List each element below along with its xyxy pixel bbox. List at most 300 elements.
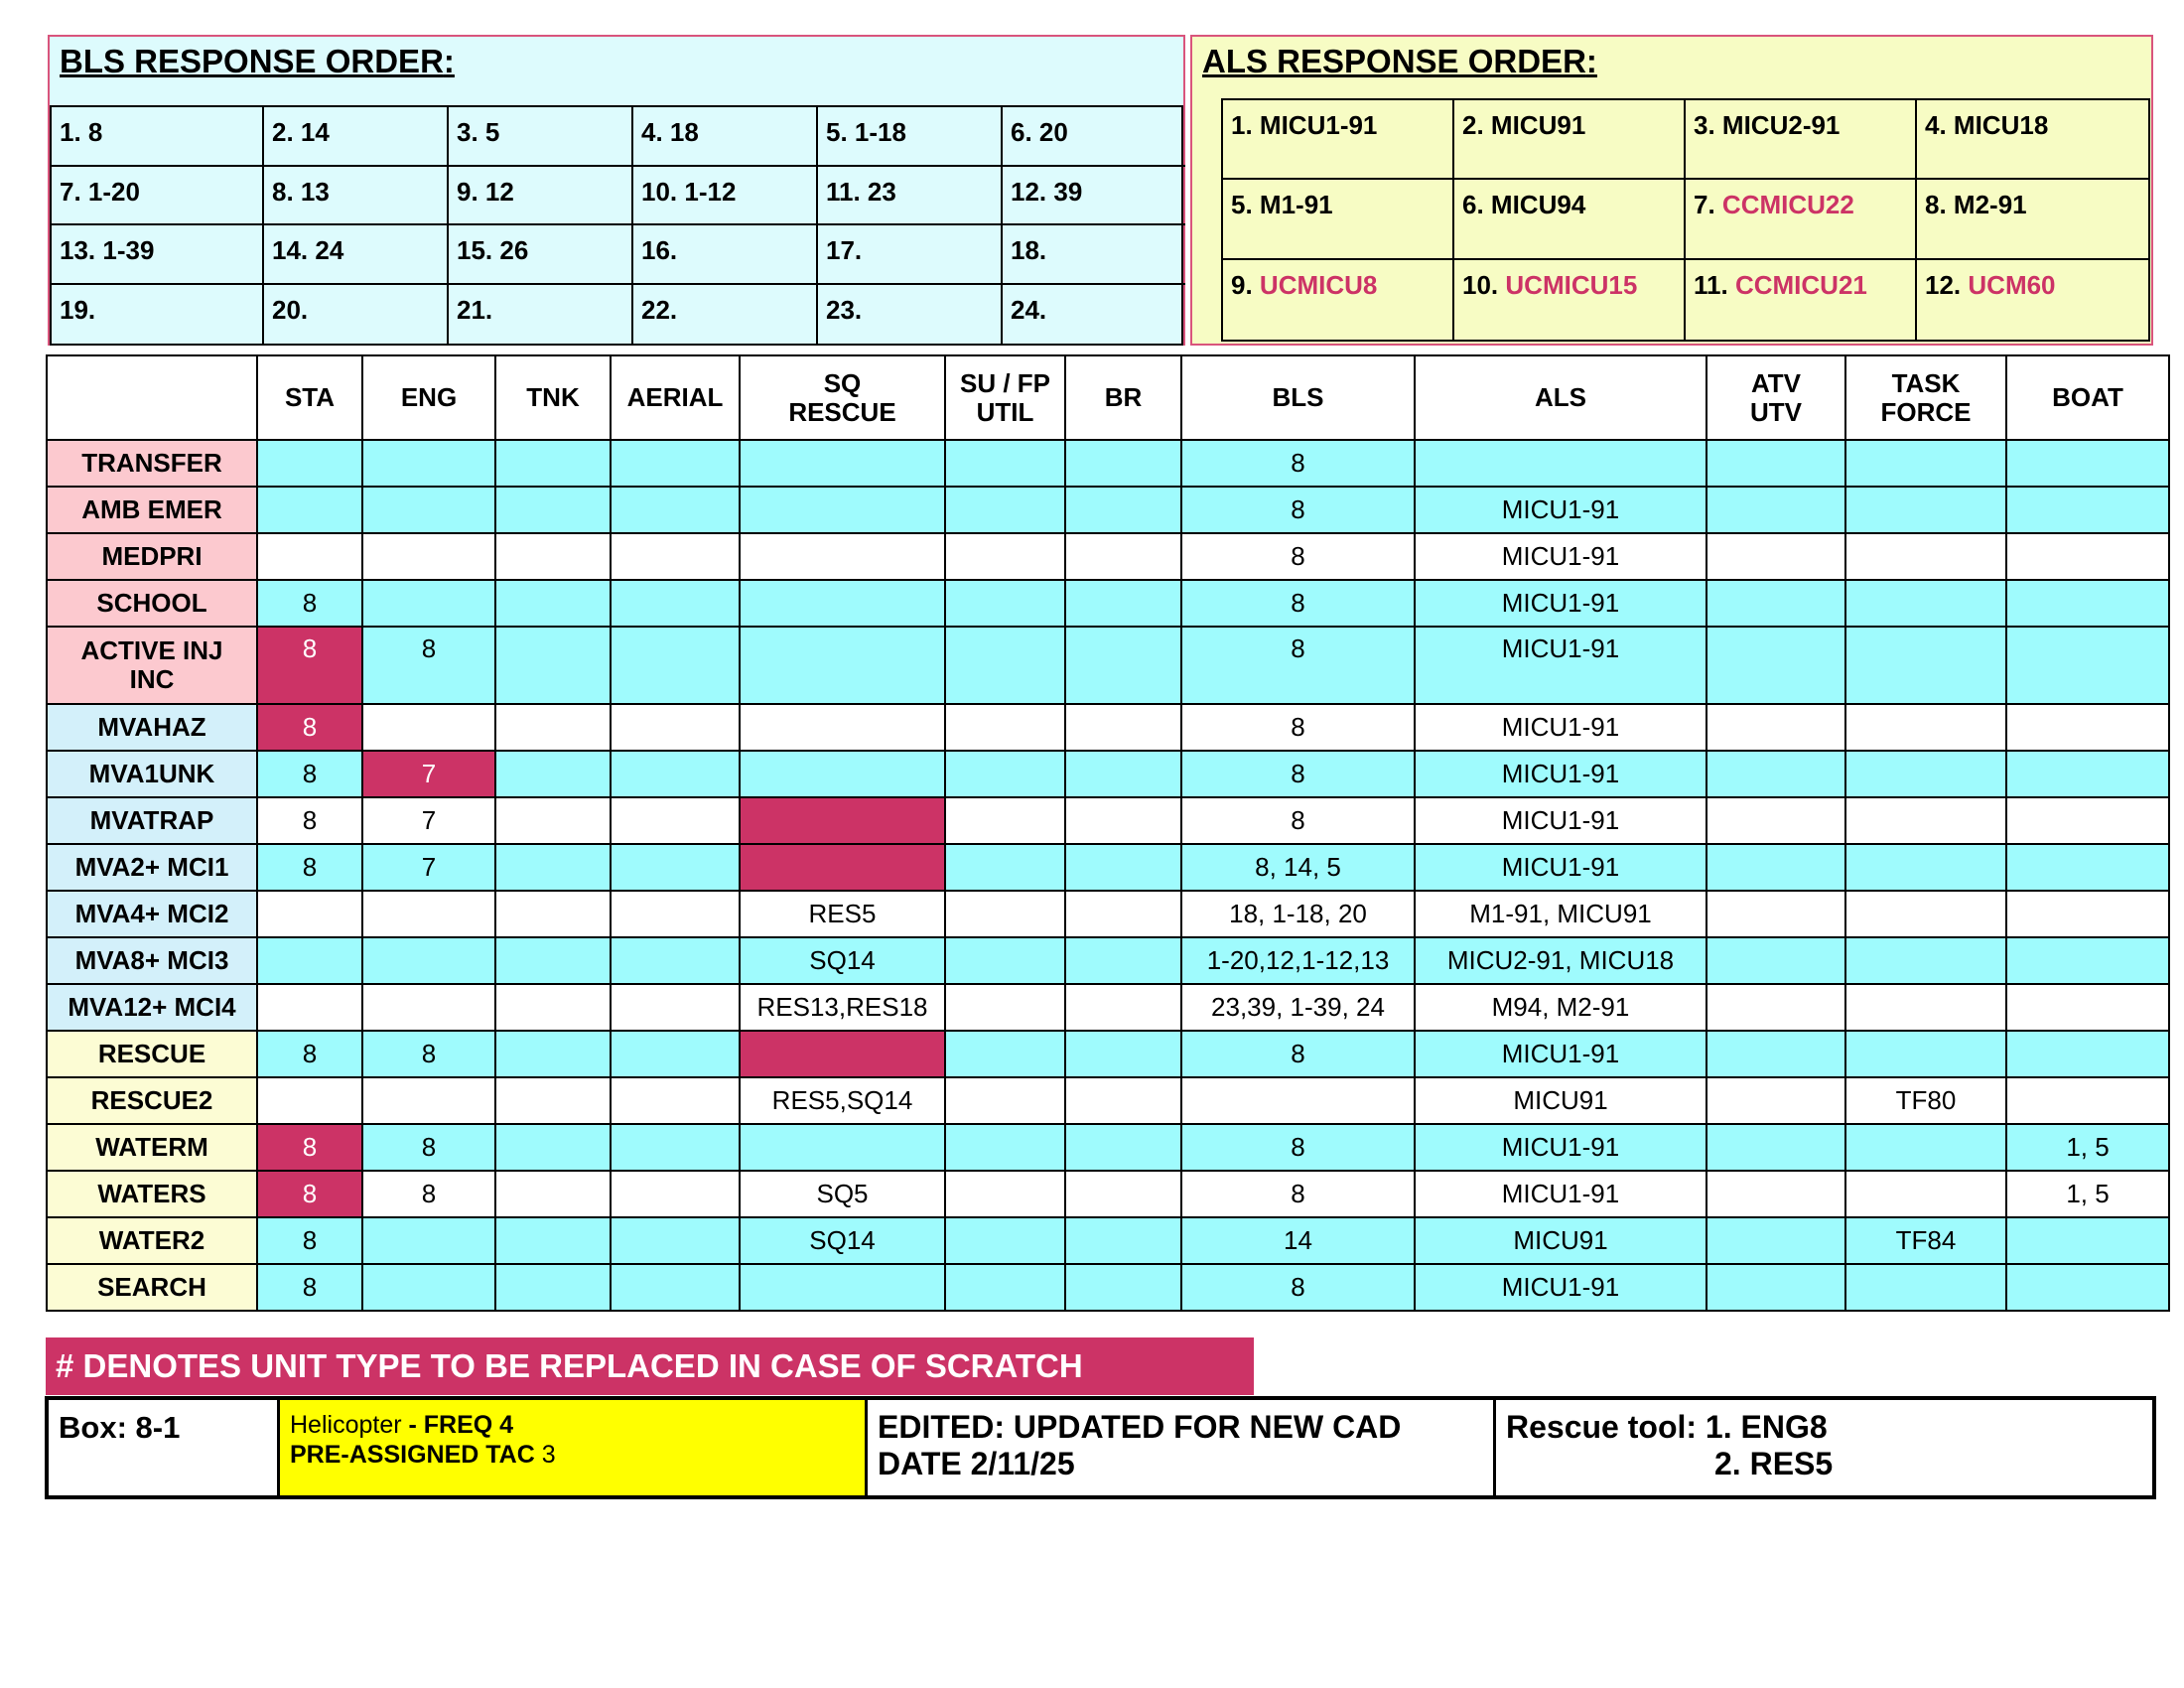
table-cell (1706, 1124, 1845, 1171)
table-cell: 8 (257, 580, 362, 627)
table-cell (611, 1171, 740, 1217)
table-cell: 8 (1181, 440, 1415, 487)
table-cell (945, 1217, 1065, 1264)
als-order-number: 9. (1231, 269, 1253, 300)
table-cell: 1-20,12,1-12,13 (1181, 937, 1415, 984)
table-cell (1706, 937, 1845, 984)
als-order-grid (1221, 98, 2150, 342)
table-cell (495, 440, 611, 487)
table-cell: MICU1-91 (1415, 580, 1706, 627)
table-cell (1706, 627, 1845, 704)
als-order-cell (1223, 180, 1454, 259)
bls-order-cell: 20. (264, 285, 449, 345)
table-cell: 8, 14, 5 (1181, 844, 1415, 891)
table-cell (362, 1077, 495, 1124)
table-cell (2006, 487, 2169, 533)
table-cell: RES5 (740, 891, 945, 937)
table-cell (1065, 937, 1181, 984)
als-order-number: 1. (1231, 110, 1253, 140)
row-label: MVA12+ MCI4 (47, 984, 257, 1031)
table-cell (1065, 704, 1181, 751)
table-cell: M94, M2-91 (1415, 984, 1706, 1031)
table-cell (257, 891, 362, 937)
table-cell (740, 487, 945, 533)
table-cell (495, 487, 611, 533)
table-cell: 8 (362, 1124, 495, 1171)
bls-order-cell: 16. (633, 225, 818, 285)
table-cell: 8 (257, 704, 362, 751)
table-cell (1181, 1077, 1415, 1124)
table-cell: SQ14 (740, 937, 945, 984)
table-cell (740, 704, 945, 751)
als-order-unit: M1-91 (1259, 190, 1333, 220)
table-row (47, 580, 2169, 627)
table-cell (495, 797, 611, 844)
table-cell (1706, 1171, 1845, 1217)
column-header: BLS (1181, 355, 1415, 440)
table-cell (1065, 487, 1181, 533)
als-order-cell (1917, 100, 2148, 180)
table-cell (1845, 704, 2006, 751)
table-cell (945, 984, 1065, 1031)
table-cell: 14 (1181, 1217, 1415, 1264)
table-cell: 8 (257, 1124, 362, 1171)
bls-order-cell: 10. 1-12 (633, 167, 818, 226)
table-cell (1065, 627, 1181, 704)
table-cell (1845, 937, 2006, 984)
table-cell (611, 797, 740, 844)
table-row (47, 984, 2169, 1031)
als-order-cell (1917, 260, 2148, 340)
table-cell (362, 1217, 495, 1264)
table-cell (611, 1264, 740, 1311)
table-cell (945, 1077, 1065, 1124)
table-cell (257, 533, 362, 580)
table-cell: 8 (1181, 1264, 1415, 1311)
bls-order-cell: 23. (818, 285, 1003, 345)
row-label: RESCUE (47, 1031, 257, 1077)
row-label: WATERM (47, 1124, 257, 1171)
tac-label: PRE-ASSIGNED TAC (290, 1441, 542, 1469)
table-cell (945, 627, 1065, 704)
table-cell (1065, 1031, 1181, 1077)
als-order-cell (1686, 180, 1917, 259)
table-cell: MICU1-91 (1415, 533, 1706, 580)
bls-order-cell: 3. 5 (449, 107, 633, 167)
rescue-tool-line-1: Rescue tool: 1. ENG8 (1506, 1409, 1828, 1445)
table-cell: 8 (257, 751, 362, 797)
table-row (47, 1264, 2169, 1311)
table-cell: 8 (257, 844, 362, 891)
table-row (47, 1171, 2169, 1217)
table-cell (611, 1217, 740, 1264)
table-cell: SQ5 (740, 1171, 945, 1217)
table-cell: MICU1-91 (1415, 797, 1706, 844)
table-cell (1706, 891, 1845, 937)
table-cell (1706, 797, 1845, 844)
table-cell (495, 1077, 611, 1124)
row-label: RESCUE2 (47, 1077, 257, 1124)
als-order-cell (1917, 180, 2148, 259)
row-label: AMB EMER (47, 487, 257, 533)
als-order-unit: MICU94 (1490, 190, 1586, 220)
table-cell (1845, 844, 2006, 891)
table-cell (945, 844, 1065, 891)
table-cell (945, 751, 1065, 797)
table-cell (2006, 984, 2169, 1031)
bls-title: BLS RESPONSE ORDER: (60, 43, 455, 79)
table-cell: MICU91 (1415, 1077, 1706, 1124)
table-cell (495, 1031, 611, 1077)
table-cell: 8 (257, 1264, 362, 1311)
bls-order-cell: 13. 1-39 (52, 225, 264, 285)
bls-order-cell: 6. 20 (1003, 107, 1185, 167)
als-order-cell (1686, 100, 1917, 180)
table-cell (1706, 1264, 1845, 1311)
table-cell: 7 (362, 751, 495, 797)
table-cell (362, 533, 495, 580)
table-cell (611, 891, 740, 937)
row-label: MVATRAP (47, 797, 257, 844)
table-cell (1706, 440, 1845, 487)
table-cell: 8 (362, 1171, 495, 1217)
table-cell (1845, 627, 2006, 704)
table-cell (495, 751, 611, 797)
table-row (47, 1217, 2169, 1264)
bls-order-cell: 17. (818, 225, 1003, 285)
table-cell: MICU1-91 (1415, 1031, 1706, 1077)
table-cell (611, 984, 740, 1031)
table-cell: RES13,RES18 (740, 984, 945, 1031)
table-cell (945, 580, 1065, 627)
helicopter-label: Helicopter (290, 1411, 402, 1439)
table-row (47, 440, 2169, 487)
column-header: BOAT (2006, 355, 2169, 440)
column-header: SQ RESCUE (740, 355, 945, 440)
table-cell (945, 704, 1065, 751)
scratch-note-bar: # DENOTES UNIT TYPE TO BE REPLACED IN CASE OF SCRATCH (46, 1337, 1254, 1395)
als-order-unit: UCM60 (1968, 269, 2056, 300)
table-cell: MICU1-91 (1415, 751, 1706, 797)
rescue-tool-note (1496, 1400, 2152, 1495)
table-cell (495, 1171, 611, 1217)
table-cell (945, 1031, 1065, 1077)
table-row (47, 1031, 2169, 1077)
table-cell (1845, 533, 2006, 580)
table-row (47, 1077, 2169, 1124)
row-label: MVA2+ MCI1 (47, 844, 257, 891)
row-label: MEDPRI (47, 533, 257, 580)
row-label: MVA4+ MCI2 (47, 891, 257, 937)
als-order-cell (1454, 100, 1686, 180)
table-row (47, 751, 2169, 797)
bls-order-cell: 12. 39 (1003, 167, 1185, 226)
edited-date: DATE 2/11/25 (878, 1446, 1075, 1481)
als-order-unit: MICU2-91 (1721, 110, 1841, 140)
table-cell (740, 1031, 945, 1077)
table-cell: MICU1-91 (1415, 1264, 1706, 1311)
table-cell: 8 (1181, 487, 1415, 533)
table-cell (2006, 627, 2169, 704)
table-cell (495, 533, 611, 580)
table-cell (611, 1031, 740, 1077)
table-cell (945, 440, 1065, 487)
table-cell (1065, 533, 1181, 580)
table-cell (1065, 1264, 1181, 1311)
table-cell (2006, 533, 2169, 580)
table-cell: SQ14 (740, 1217, 945, 1264)
table-cell (740, 1264, 945, 1311)
table-cell: 8 (1181, 1031, 1415, 1077)
table-cell: MICU91 (1415, 1217, 1706, 1264)
bls-order-cell: 11. 23 (818, 167, 1003, 226)
table-cell (740, 627, 945, 704)
table-cell (740, 1124, 945, 1171)
table-cell: 8 (1181, 627, 1415, 704)
table-cell (257, 984, 362, 1031)
table-cell (611, 704, 740, 751)
table-cell: 8 (362, 1031, 495, 1077)
bls-order-cell: 18. (1003, 225, 1185, 285)
table-cell (257, 1077, 362, 1124)
als-order-unit: CCMICU22 (1721, 190, 1854, 220)
row-label: WATER2 (47, 1217, 257, 1264)
column-header: TNK (495, 355, 611, 440)
als-order-unit: MICU1-91 (1259, 110, 1378, 140)
table-cell (1845, 1264, 2006, 1311)
table-cell (1845, 797, 2006, 844)
table-cell (611, 1124, 740, 1171)
als-order-unit: M2-91 (1953, 190, 2027, 220)
table-cell (495, 1264, 611, 1311)
als-order-number: 11. (1694, 269, 1728, 300)
table-cell (1065, 440, 1181, 487)
table-cell (1706, 1031, 1845, 1077)
row-label: MVA1UNK (47, 751, 257, 797)
table-cell: 8 (362, 627, 495, 704)
table-cell (1706, 487, 1845, 533)
als-order-number: 3. (1694, 110, 1715, 140)
table-cell (362, 487, 495, 533)
table-cell (1845, 487, 2006, 533)
row-label: MVAHAZ (47, 704, 257, 751)
table-cell: MICU1-91 (1415, 704, 1706, 751)
table-cell (1706, 984, 1845, 1031)
als-order-number: 6. (1462, 190, 1484, 220)
table-cell (1065, 797, 1181, 844)
bls-order-grid (50, 105, 1183, 346)
table-cell: RES5,SQ14 (740, 1077, 945, 1124)
table-cell: 8 (1181, 580, 1415, 627)
table-cell: 8 (1181, 1124, 1415, 1171)
table-cell (2006, 751, 2169, 797)
row-label: TRANSFER (47, 440, 257, 487)
table-cell (1065, 580, 1181, 627)
table-cell (611, 751, 740, 797)
table-cell (2006, 844, 2169, 891)
bls-order-cell: 8. 13 (264, 167, 449, 226)
table-cell (495, 580, 611, 627)
table-cell (1065, 984, 1181, 1031)
row-label: ACTIVE INJ INC (47, 627, 257, 704)
bls-order-cell: 2. 14 (264, 107, 449, 167)
table-cell (1415, 440, 1706, 487)
table-cell (1706, 704, 1845, 751)
bls-order-cell: 1. 8 (52, 107, 264, 167)
table-cell (945, 487, 1065, 533)
als-order-number: 2. (1462, 110, 1484, 140)
table-cell: 23,39, 1-39, 24 (1181, 984, 1415, 1031)
table-cell (1706, 533, 1845, 580)
table-cell: MICU2-91, MICU18 (1415, 937, 1706, 984)
table-cell (2006, 1077, 2169, 1124)
als-order-cell (1223, 100, 1454, 180)
table-cell (2006, 704, 2169, 751)
table-cell (945, 533, 1065, 580)
table-cell: 8 (257, 1171, 362, 1217)
table-cell: 8 (1181, 1171, 1415, 1217)
table-cell: 8 (1181, 751, 1415, 797)
footer-info-box (45, 1396, 2156, 1499)
table-cell (945, 1264, 1065, 1311)
row-label: WATERS (47, 1171, 257, 1217)
table-cell: 1, 5 (2006, 1124, 2169, 1171)
helicopter-info (280, 1400, 868, 1495)
table-cell (495, 627, 611, 704)
bls-order-cell: 4. 18 (633, 107, 818, 167)
table-cell (740, 797, 945, 844)
als-order-cell (1454, 180, 1686, 259)
table-cell (740, 440, 945, 487)
als-order-unit: MICU18 (1953, 110, 2049, 140)
column-header: ENG (362, 355, 495, 440)
table-cell (945, 1171, 1065, 1217)
table-cell (1065, 1217, 1181, 1264)
table-cell (2006, 580, 2169, 627)
table-cell (945, 797, 1065, 844)
table-header-row (47, 355, 2169, 440)
table-cell (1706, 751, 1845, 797)
table-cell (740, 844, 945, 891)
als-order-cell (1454, 260, 1686, 340)
table-cell (1065, 891, 1181, 937)
table-row (47, 533, 2169, 580)
als-order-unit: CCMICU21 (1734, 269, 1867, 300)
table-cell: 18, 1-18, 20 (1181, 891, 1415, 937)
table-cell (1065, 751, 1181, 797)
table-cell (1845, 1171, 2006, 1217)
table-cell (740, 751, 945, 797)
edited-line: EDITED: UPDATED FOR NEW CAD (878, 1409, 1402, 1445)
als-title: ALS RESPONSE ORDER: (1202, 43, 1597, 79)
table-row (47, 1124, 2169, 1171)
edited-note (868, 1400, 1496, 1495)
als-response-order-panel (1190, 35, 2153, 346)
table-cell (362, 704, 495, 751)
table-cell: MICU1-91 (1415, 844, 1706, 891)
table-cell (1065, 1124, 1181, 1171)
column-header: BR (1065, 355, 1181, 440)
als-order-number: 8. (1925, 190, 1947, 220)
table-cell (611, 580, 740, 627)
table-cell: 8 (1181, 797, 1415, 844)
table-cell: TF80 (1845, 1077, 2006, 1124)
table-cell: M1-91, MICU91 (1415, 891, 1706, 937)
table-row (47, 937, 2169, 984)
table-cell (611, 627, 740, 704)
table-cell (1706, 844, 1845, 891)
table-row (47, 627, 2169, 704)
als-order-unit: UCMICU8 (1259, 269, 1378, 300)
column-header: SU / FP UTIL (945, 355, 1065, 440)
table-cell (945, 891, 1065, 937)
table-cell (740, 533, 945, 580)
table-cell (611, 533, 740, 580)
table-row (47, 891, 2169, 937)
table-cell (945, 937, 1065, 984)
table-cell: 8 (257, 1031, 362, 1077)
table-cell (1706, 1217, 1845, 1264)
table-cell (2006, 937, 2169, 984)
table-cell (1065, 1077, 1181, 1124)
column-header: ATV UTV (1706, 355, 1845, 440)
als-order-number: 5. (1231, 190, 1253, 220)
als-order-number: 10. (1462, 269, 1499, 300)
table-cell (611, 487, 740, 533)
bls-order-cell: 9. 12 (449, 167, 633, 226)
table-row (47, 487, 2169, 533)
table-cell (495, 1217, 611, 1264)
table-cell (362, 984, 495, 1031)
table-cell (1845, 1124, 2006, 1171)
table-cell (1065, 844, 1181, 891)
column-header: ALS (1415, 355, 1706, 440)
response-assignment-table (46, 354, 2170, 1312)
bls-order-cell: 15. 26 (449, 225, 633, 285)
als-order-unit: UCMICU15 (1505, 269, 1638, 300)
table-cell: 8 (257, 797, 362, 844)
als-order-number: 7. (1694, 190, 1715, 220)
table-row (47, 844, 2169, 891)
table-cell (1845, 1031, 2006, 1077)
row-label: MVA8+ MCI3 (47, 937, 257, 984)
rescue-tool-line-2: 2. RES5 (1714, 1446, 1834, 1481)
table-cell: 1, 5 (2006, 1171, 2169, 1217)
table-cell: 7 (362, 844, 495, 891)
table-cell (611, 440, 740, 487)
table-cell (495, 984, 611, 1031)
bls-order-cell: 21. (449, 285, 633, 345)
table-cell (1706, 580, 1845, 627)
column-header (47, 355, 257, 440)
als-order-number: 12. (1925, 269, 1962, 300)
table-cell (1845, 580, 2006, 627)
table-cell (362, 580, 495, 627)
table-cell (1706, 1077, 1845, 1124)
table-cell (1845, 984, 2006, 1031)
table-cell (1065, 1171, 1181, 1217)
bls-order-cell: 24. (1011, 294, 1047, 325)
table-cell (362, 937, 495, 984)
bls-order-cell: 14. 24 (264, 225, 449, 285)
table-cell (945, 1124, 1065, 1171)
als-order-cell (1686, 260, 1917, 340)
table-cell: 7 (362, 797, 495, 844)
table-cell (740, 580, 945, 627)
table-cell (257, 937, 362, 984)
table-cell: MICU1-91 (1415, 1124, 1706, 1171)
table-cell (495, 891, 611, 937)
